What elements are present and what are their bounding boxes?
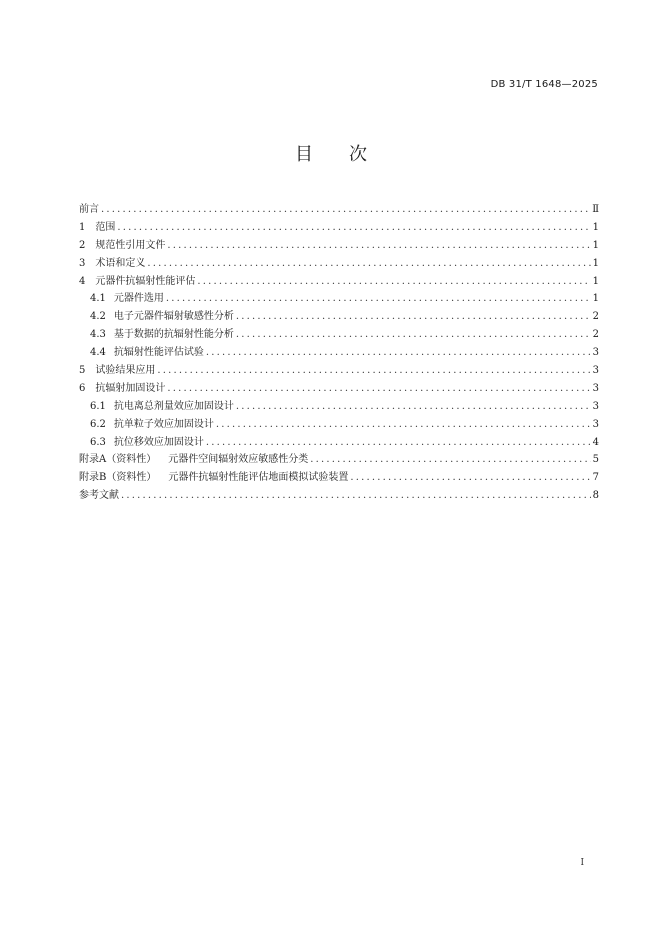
toc-entry-section-6-1[interactable] [79, 398, 599, 416]
toc-entry-title: 前言 [79, 204, 99, 215]
toc-page-number: 1 [592, 239, 599, 251]
page-title [0, 140, 662, 166]
toc-page-number: 8 [592, 490, 599, 502]
toc-entry-title: 元器件抗辐射性能评估地面模拟试验装置 [168, 472, 349, 484]
table-of-contents [79, 201, 599, 505]
toc-section-number: 6.2 [90, 418, 106, 430]
dot-leader [236, 308, 591, 326]
toc-entry-terms[interactable] [79, 255, 599, 273]
dot-leader [147, 255, 590, 273]
dot-leader [101, 201, 590, 219]
dot-leader [121, 487, 591, 505]
toc-entry-title: 规范性引用文件 [95, 239, 166, 251]
toc-entry-title: 范围 [95, 221, 116, 233]
toc-section-number: 4.1 [90, 293, 106, 305]
toc-entry-appendix-a[interactable] [79, 451, 599, 469]
toc-page-number: 5 [592, 454, 599, 466]
toc-section-number: 4.3 [90, 329, 106, 341]
toc-entry-section-6-2[interactable] [79, 416, 599, 434]
toc-page-number: 1 [592, 257, 599, 269]
dot-leader [157, 362, 590, 380]
toc-section-number: 1 [79, 221, 86, 233]
toc-section-number: 6.3 [90, 436, 106, 448]
toc-page-number: 2 [592, 329, 599, 341]
toc-entry-title: 抗辐射加固设计 [95, 382, 166, 394]
dot-leader [167, 380, 590, 398]
dot-leader [117, 219, 590, 237]
dot-leader [166, 290, 591, 308]
toc-section-number: 6 [79, 382, 86, 394]
toc-section-number: 4 [79, 275, 86, 287]
toc-entry-title: 电子元器件辐射敏感性分析 [113, 311, 234, 323]
toc-section-number: 2 [79, 239, 86, 251]
document-code: DB 31/T 1648—2025 [490, 79, 598, 90]
toc-entry-section-6-3[interactable] [79, 434, 599, 452]
toc-entry-title: 抗位移效应加固设计 [113, 436, 204, 448]
toc-page-number: 3 [592, 418, 599, 430]
toc-page-number: 3 [592, 400, 599, 412]
dot-leader [236, 398, 591, 416]
dot-leader [197, 273, 590, 291]
toc-page-number: 2 [592, 311, 599, 323]
toc-entry-title: 元器件抗辐射性能评估 [95, 275, 196, 287]
toc-entry-section-4-3[interactable] [79, 326, 599, 344]
toc-entry-title: 参考文献 [79, 490, 119, 502]
dot-leader [310, 451, 590, 469]
toc-entry-normative-references[interactable] [79, 237, 599, 255]
toc-entry-scope[interactable] [79, 219, 599, 237]
toc-entry-section-4-1[interactable] [79, 290, 599, 308]
toc-section-number: 4.4 [90, 347, 106, 359]
toc-entry-title: 抗辐射性能评估试验 [113, 347, 204, 359]
toc-entry-section-4-2[interactable] [79, 308, 599, 326]
toc-section-number: 3 [79, 257, 86, 269]
toc-appendix-label: 附录A（资料性） [79, 454, 157, 466]
dot-leader [350, 469, 590, 487]
toc-entry-title: 术语和定义 [95, 257, 146, 269]
toc-section-number: 6.1 [90, 400, 106, 412]
dot-leader [216, 416, 591, 434]
toc-page-number: 3 [592, 347, 599, 359]
dot-leader [236, 326, 591, 344]
dot-leader [167, 237, 590, 255]
toc-entry-title: 元器件空间辐射效应敏感性分类 [168, 454, 309, 466]
toc-entry-bibliography[interactable] [79, 487, 599, 505]
toc-page-number: 1 [592, 221, 599, 233]
toc-entry-title: 元器件选用 [113, 293, 164, 305]
toc-page-number: 7 [592, 472, 599, 484]
toc-page-number: 4 [592, 436, 599, 448]
toc-page-number: 1 [592, 275, 599, 287]
toc-page-number: 3 [592, 365, 599, 377]
toc-entry-foreword[interactable] [79, 201, 599, 219]
toc-entry-section-4[interactable] [79, 273, 599, 291]
toc-entry-title: 抗电离总剂量效应加固设计 [113, 400, 234, 412]
toc-entry-section-4-4[interactable] [79, 344, 599, 362]
toc-page-number: Ⅱ [592, 204, 599, 215]
toc-entry-section-6[interactable] [79, 380, 599, 398]
dot-leader [206, 434, 591, 452]
toc-page-number: 1 [592, 293, 599, 305]
page-number: I [580, 858, 584, 868]
title-char-1: 目 [295, 144, 313, 165]
toc-entry-title: 抗单粒子效应加固设计 [113, 418, 214, 430]
toc-appendix-label: 附录B（资料性） [79, 472, 157, 484]
title-char-2: 次 [349, 144, 367, 165]
toc-section-number: 5 [79, 365, 86, 377]
toc-page-number: 3 [592, 382, 599, 394]
toc-entry-appendix-b[interactable] [79, 469, 599, 487]
toc-entry-title: 基于数据的抗辐射性能分析 [113, 329, 234, 341]
toc-entry-section-5[interactable] [79, 362, 599, 380]
toc-entry-title: 试验结果应用 [95, 365, 156, 377]
toc-section-number: 4.2 [90, 311, 106, 323]
dot-leader [206, 344, 591, 362]
